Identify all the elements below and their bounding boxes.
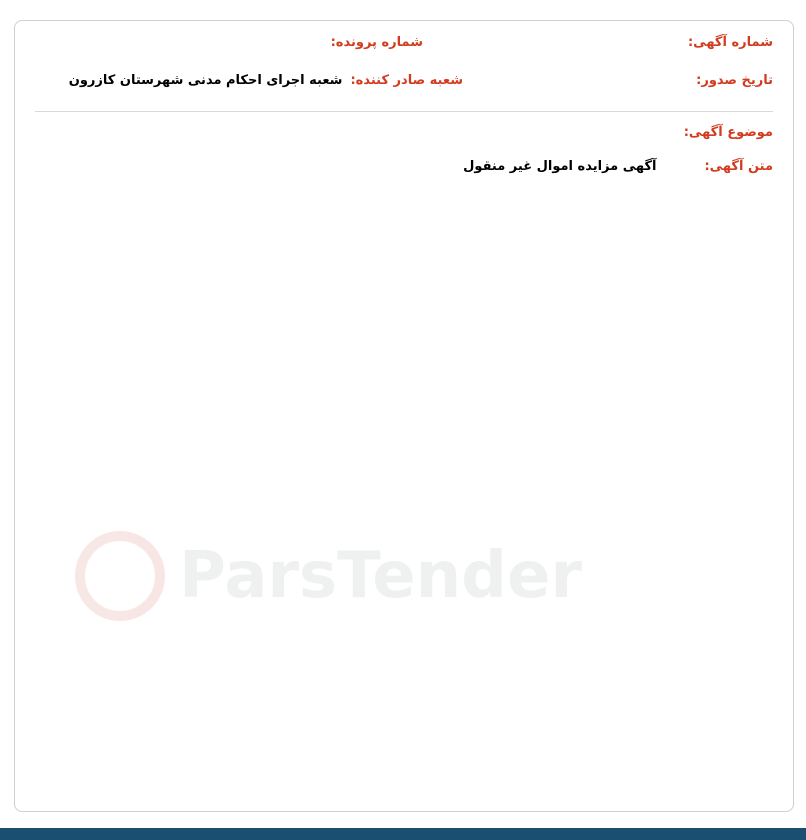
header-divider bbox=[35, 111, 773, 112]
issue-date-label: تاریخ صدور: bbox=[696, 73, 773, 88]
watermark-brand: ParsTender bbox=[179, 539, 582, 613]
issuer-label: شعبه صادر کننده: bbox=[350, 73, 463, 88]
watermark-logo-icon bbox=[75, 531, 165, 621]
notice-card bbox=[14, 20, 794, 812]
notice-number-label: شماره آگهی: bbox=[687, 35, 773, 50]
text-section-title: آگهی مزایده اموال غیر منقول bbox=[463, 159, 657, 174]
subject-label: موضوع آگهی: bbox=[683, 125, 773, 140]
text-section-header bbox=[463, 159, 773, 174]
bottom-bar bbox=[0, 828, 806, 840]
notice-body bbox=[45, 199, 775, 205]
subject bbox=[676, 125, 773, 140]
issuer bbox=[69, 73, 463, 88]
case-number bbox=[323, 35, 423, 50]
notice-number bbox=[680, 35, 773, 50]
issuer-value: شعبه اجرای احکام مدنی شهرستان کازرون bbox=[68, 73, 343, 88]
case-number-label: شماره پرونده: bbox=[330, 35, 423, 50]
issue-date bbox=[688, 73, 773, 88]
watermark bbox=[75, 521, 675, 631]
text-section-label: متن آگهی: bbox=[704, 159, 773, 174]
